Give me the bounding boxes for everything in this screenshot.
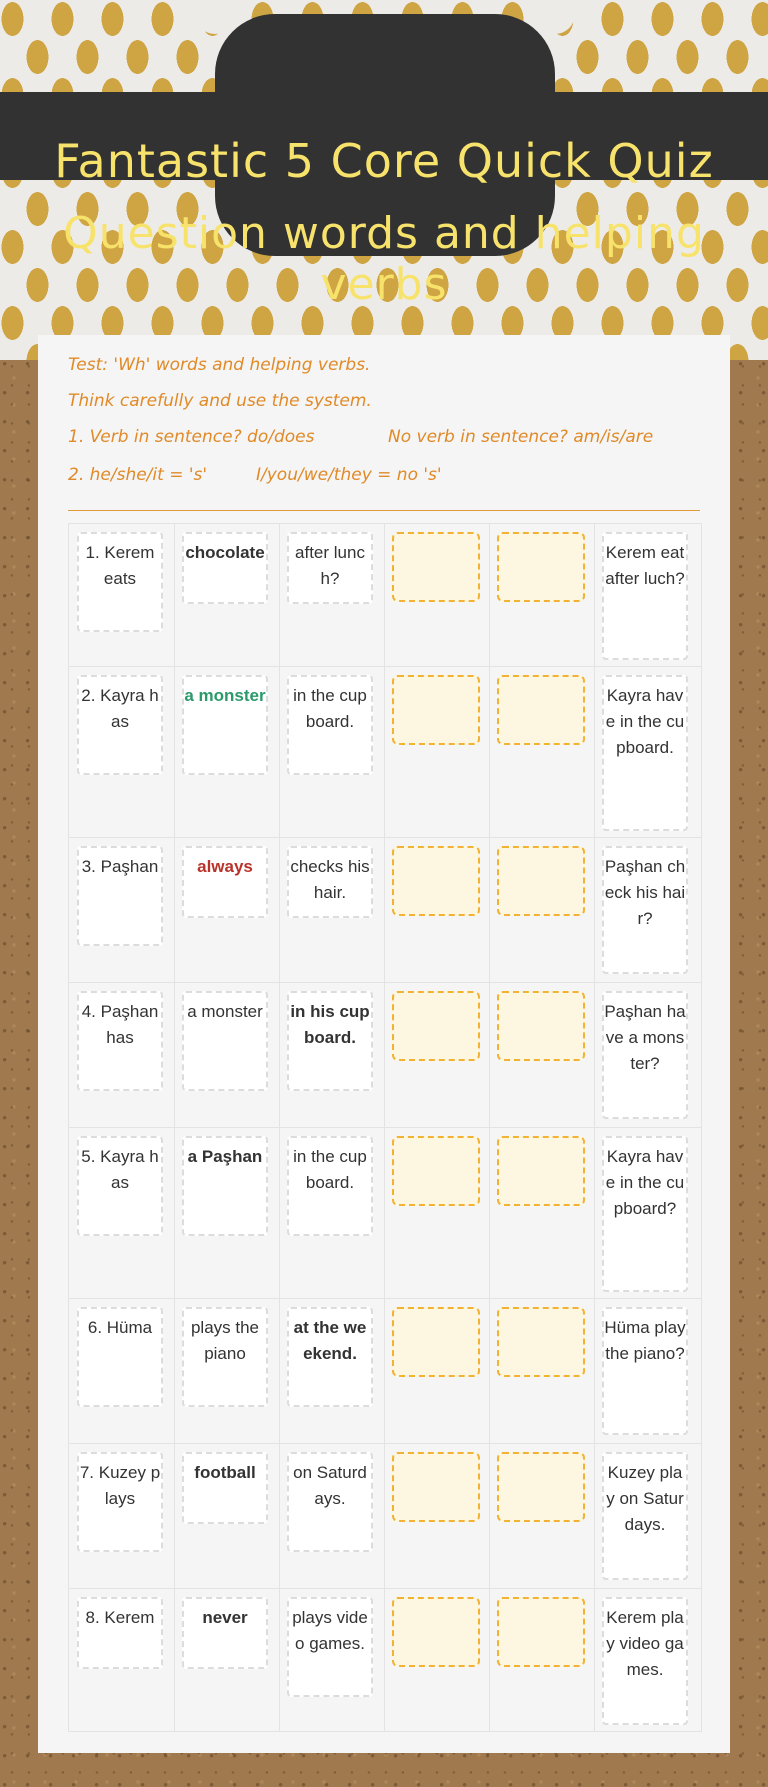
subject-card[interactable]: 2. Kayra has xyxy=(77,675,163,775)
grid-row xyxy=(69,1589,701,1731)
grid-cell xyxy=(69,1589,175,1731)
grid-cell xyxy=(594,983,699,1127)
grid-row xyxy=(69,838,701,983)
grid-cell xyxy=(279,1128,385,1298)
instruction-line-1: Test: 'Wh' words and helping verbs. xyxy=(68,355,371,375)
grid-cell xyxy=(384,524,490,666)
word-card[interactable]: in his cupboard. xyxy=(287,991,373,1091)
grid-row xyxy=(69,1128,701,1299)
answer-card: Kayra have in the cupboard. xyxy=(602,675,688,831)
grid-cell xyxy=(384,1444,490,1588)
grid-cell xyxy=(279,667,385,837)
grid-cell xyxy=(594,524,699,666)
grid-cell xyxy=(489,667,595,837)
answer-card: Kuzey play on Saturdays. xyxy=(602,1452,688,1580)
divider xyxy=(68,510,700,511)
drop-zone[interactable] xyxy=(392,532,480,602)
drop-zone[interactable] xyxy=(392,1307,480,1377)
grid-cell xyxy=(384,667,490,837)
subject-card[interactable]: 1. Kerem eats xyxy=(77,532,163,632)
drop-zone[interactable] xyxy=(392,1597,480,1667)
grid-cell xyxy=(594,667,699,837)
grid-cell xyxy=(384,1589,490,1731)
grid-cell xyxy=(174,667,280,837)
grid-row xyxy=(69,524,701,667)
drop-zone[interactable] xyxy=(497,532,585,602)
grid-row xyxy=(69,1444,701,1589)
drop-zone[interactable] xyxy=(497,1307,585,1377)
grid-cell xyxy=(69,1299,175,1443)
grid-cell xyxy=(594,1444,699,1588)
word-card[interactable]: on Saturdays. xyxy=(287,1452,373,1552)
answer-card: Kayra have in the cupboard? xyxy=(602,1136,688,1292)
word-card[interactable]: checks his hair. xyxy=(287,846,373,918)
word-card[interactable]: never xyxy=(182,1597,268,1669)
instruction-line-4a: 2. he/she/it = 's' xyxy=(68,465,208,485)
grid-cell xyxy=(489,1128,595,1298)
grid-row xyxy=(69,983,701,1128)
word-card[interactable]: plays video games. xyxy=(287,1597,373,1697)
grid-cell xyxy=(69,667,175,837)
drop-zone[interactable] xyxy=(497,675,585,745)
grid-cell xyxy=(594,1128,699,1298)
grid-cell xyxy=(279,524,385,666)
drop-zone[interactable] xyxy=(497,1597,585,1667)
instruction-line-2: Think carefully and use the system. xyxy=(68,391,372,411)
answer-card: Kerem eat after luch? xyxy=(602,532,688,660)
grid-cell xyxy=(594,1589,699,1731)
drop-zone[interactable] xyxy=(392,1136,480,1206)
grid-cell xyxy=(279,1444,385,1588)
grid-cell xyxy=(69,1128,175,1298)
word-card[interactable]: chocolate xyxy=(182,532,268,604)
word-card[interactable]: football xyxy=(182,1452,268,1524)
instruction-line-3a: 1. Verb in sentence? do/does xyxy=(68,427,315,447)
grid-cell xyxy=(279,1299,385,1443)
word-card[interactable]: a monster xyxy=(182,991,268,1091)
grid-cell xyxy=(489,838,595,982)
grid-cell xyxy=(174,1299,280,1443)
subject-card[interactable]: 8. Kerem xyxy=(77,1597,163,1669)
grid-cell xyxy=(384,838,490,982)
word-card[interactable]: a monster xyxy=(182,675,268,775)
subject-card[interactable]: 3. Paşhan xyxy=(77,846,163,946)
grid-cell xyxy=(594,1299,699,1443)
drop-zone[interactable] xyxy=(392,1452,480,1522)
drop-zone[interactable] xyxy=(392,846,480,916)
grid-cell xyxy=(69,983,175,1127)
word-card[interactable]: always xyxy=(182,846,268,918)
subject-card[interactable]: 7. Kuzey plays xyxy=(77,1452,163,1552)
subject-card[interactable]: 4. Paşhan has xyxy=(77,991,163,1091)
answer-card: Kerem play video games. xyxy=(602,1597,688,1725)
grid-cell xyxy=(489,1444,595,1588)
subject-card[interactable]: 6. Hüma xyxy=(77,1307,163,1407)
matching-grid xyxy=(68,523,702,1732)
grid-cell xyxy=(279,1589,385,1731)
word-card[interactable]: at the weekend. xyxy=(287,1307,373,1407)
grid-cell xyxy=(174,1444,280,1588)
grid-cell xyxy=(69,1444,175,1588)
word-card[interactable]: in the cupboard. xyxy=(287,675,373,775)
drop-zone[interactable] xyxy=(497,1452,585,1522)
drop-zone[interactable] xyxy=(497,991,585,1061)
instruction-line-4b: I/you/we/they = no 's' xyxy=(256,465,442,485)
drop-zone[interactable] xyxy=(392,991,480,1061)
grid-cell xyxy=(174,838,280,982)
grid-cell xyxy=(279,838,385,982)
instruction-line-3b: No verb in sentence? am/is/are xyxy=(388,427,654,447)
worksheet-subtitle: Question words and helping verbs xyxy=(63,208,705,310)
grid-row xyxy=(69,667,701,838)
grid-row xyxy=(69,1299,701,1444)
grid-cell xyxy=(69,524,175,666)
drop-zone[interactable] xyxy=(497,1136,585,1206)
drop-zone[interactable] xyxy=(497,846,585,916)
word-card[interactable]: a Paşhan xyxy=(182,1136,268,1236)
answer-card: Paşhan check his hair? xyxy=(602,846,688,974)
grid-cell xyxy=(69,838,175,982)
grid-cell xyxy=(489,1589,595,1731)
grid-cell xyxy=(174,1128,280,1298)
word-card[interactable]: in the cupboard. xyxy=(287,1136,373,1236)
grid-cell xyxy=(384,983,490,1127)
word-card[interactable]: after lunch? xyxy=(287,532,373,604)
worksheet-card xyxy=(38,335,730,1753)
grid-cell xyxy=(174,524,280,666)
worksheet-title: Fantastic 5 Core Quick Quiz xyxy=(54,134,714,188)
answer-card: Paşhan have a monster? xyxy=(602,991,688,1119)
word-card[interactable]: plays the piano xyxy=(182,1307,268,1407)
grid-cell xyxy=(384,1128,490,1298)
grid-cell xyxy=(174,983,280,1127)
grid-cell xyxy=(489,1299,595,1443)
grid-cell xyxy=(279,983,385,1127)
subject-card[interactable]: 5. Kayra has xyxy=(77,1136,163,1236)
grid-cell xyxy=(174,1589,280,1731)
grid-cell xyxy=(489,983,595,1127)
grid-cell xyxy=(489,524,595,666)
drop-zone[interactable] xyxy=(392,675,480,745)
answer-card: Hüma play the piano? xyxy=(602,1307,688,1435)
grid-cell xyxy=(594,838,699,982)
grid-cell xyxy=(384,1299,490,1443)
